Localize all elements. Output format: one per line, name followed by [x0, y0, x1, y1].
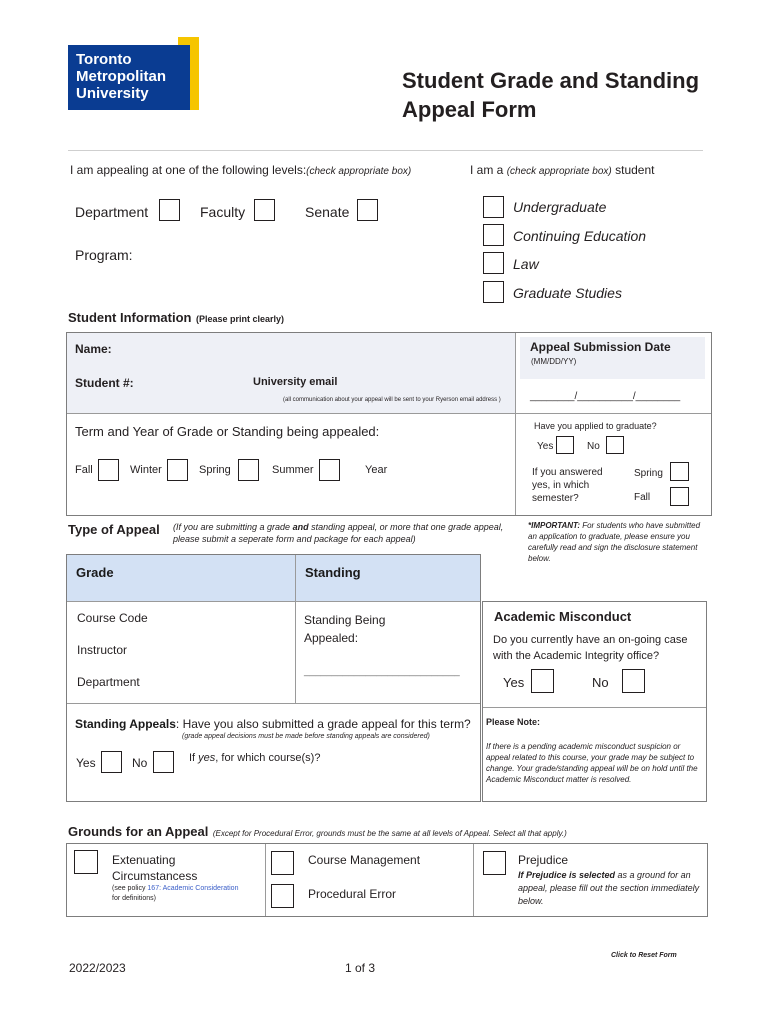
- graduate-spring-label: Spring: [634, 468, 663, 479]
- appeal-header-divider: [67, 601, 480, 602]
- graduate-question: Have you applied to graduate?: [534, 421, 657, 431]
- grounds-divider-1: [265, 844, 266, 916]
- winter-checkbox[interactable]: [167, 459, 188, 481]
- course-management-label: Course Management: [308, 853, 421, 867]
- date-blank: ________/__________/________: [530, 391, 681, 402]
- graduate-studies-checkbox[interactable]: [483, 281, 504, 303]
- important-text: For students who have submitted an application to graduate, please ensure you carefully read and sign the disclosure statement below.: [528, 521, 701, 563]
- policy-part-a: (see policy: [112, 885, 148, 892]
- misconduct-yes-checkbox[interactable]: [531, 669, 554, 693]
- standing-header: Standing: [305, 565, 361, 580]
- term-label: Term and Year of Grade or Standing being appealed:: [75, 424, 380, 439]
- misconduct-question: Do you currently have an on-going case with the Academic Integrity office?: [493, 634, 688, 662]
- if-answered-text: If you answered yes, in which semester?: [532, 467, 603, 504]
- reset-form-button[interactable]: Click to Reset Form: [611, 952, 677, 959]
- grounds-title: Grounds for an Appeal: [68, 824, 209, 839]
- standing-appeals-question: [75, 717, 471, 731]
- date-format: (MM/DD/YY): [531, 357, 577, 366]
- which-yes: yes: [198, 752, 216, 764]
- which-part-b: , for which course(s)?: [215, 752, 321, 764]
- faculty-checkbox[interactable]: [254, 199, 275, 221]
- standing-yes-label: Yes: [76, 756, 96, 770]
- course-management-checkbox[interactable]: [271, 851, 294, 875]
- procedural-error-label: Procedural Error: [308, 887, 397, 901]
- continuing-education-checkbox[interactable]: [483, 224, 504, 246]
- standing-appeals-text: : Have you also submitted a grade appeal for this term?: [175, 717, 471, 731]
- student-info-hint: (Please print clearly): [195, 314, 284, 324]
- student-number-label: Student #:: [75, 376, 134, 390]
- senate-checkbox[interactable]: [357, 199, 378, 221]
- appeal-row-divider: [67, 703, 480, 704]
- graduate-fall-label: Fall: [634, 492, 651, 503]
- which-courses: [189, 752, 320, 764]
- grounds-heading: [68, 823, 567, 841]
- department-field-label: Department: [77, 675, 140, 689]
- name-field[interactable]: [67, 333, 515, 371]
- procedural-error-checkbox[interactable]: [271, 884, 294, 908]
- standing-no-checkbox[interactable]: [153, 751, 174, 773]
- graduate-no-label: No: [587, 441, 600, 452]
- graduate-fall-checkbox[interactable]: [670, 487, 689, 506]
- name-label: Name:: [75, 342, 112, 356]
- policy-part-b: for definitions): [112, 895, 156, 902]
- graduate-yes-checkbox[interactable]: [556, 436, 574, 454]
- undergraduate-label: Undergraduate: [513, 199, 607, 215]
- levels-hint: (check appropriate box): [306, 166, 412, 177]
- appeal-mid-divider: [295, 555, 296, 703]
- year-label: Year: [365, 464, 388, 476]
- policy-reference: [112, 884, 238, 904]
- note-part-b: standing appeal, or more that one grade appeal, please submit a seperate form and package for each appeal): [173, 522, 504, 544]
- spring-label: Spring: [199, 464, 231, 476]
- faculty-label: Faculty: [200, 204, 246, 220]
- grade-header: Grade: [76, 565, 114, 580]
- continuing-education-label: Continuing Education: [513, 228, 647, 244]
- which-part-a: If: [189, 752, 199, 764]
- please-note-text: If there is a pending academic misconduct suspicion or appeal related to this course, your grade may be subject to change. Your grade/standing appeal will be on hold until the Academic Misconduct matter is resolved.: [486, 742, 698, 784]
- student-info-title: Student Information: [68, 310, 192, 325]
- prejudice-label: Prejudice: [518, 853, 569, 867]
- type-of-appeal-note: [173, 521, 518, 545]
- levels-prompt: [70, 163, 411, 177]
- important-note: [528, 520, 708, 564]
- spring-checkbox[interactable]: [238, 459, 259, 481]
- program-label: Program:: [75, 247, 133, 263]
- policy-link[interactable]: 167: Academic Consideration: [147, 885, 239, 892]
- misconduct-divider: [483, 707, 706, 708]
- type-of-appeal-heading: Type of Appeal: [68, 522, 160, 537]
- extenuating-label: Extenuating Circumstancess: [112, 853, 198, 883]
- fall-label: Fall: [75, 464, 93, 476]
- misconduct-no-label: No: [592, 675, 609, 690]
- misconduct-heading: Academic Misconduct: [494, 609, 632, 624]
- logo-text-2: Metropolitan: [76, 68, 166, 85]
- standing-being-label: Standing Being Appealed:: [304, 613, 386, 645]
- prejudice-note: [518, 869, 703, 908]
- student-type-prompt: [470, 163, 654, 177]
- course-code-label: Course Code: [77, 611, 148, 625]
- note-part-a: (If you are submitting a grade: [173, 522, 293, 532]
- email-note: (all communication about your appeal will be sent to your Ryerson email address ): [283, 397, 501, 403]
- graduate-yes-label: Yes: [537, 441, 554, 452]
- instructor-label: Instructor: [77, 643, 128, 657]
- note-and: and: [292, 522, 309, 532]
- graduate-studies-label: Graduate Studies: [513, 285, 622, 301]
- submission-date-label: Appeal Submission Date: [530, 340, 671, 354]
- logo-text-3: University: [76, 85, 149, 102]
- info-vertical-divider: [515, 333, 516, 515]
- university-email-label: University email: [253, 376, 338, 388]
- standing-note: (grade appeal decisions must be made before standing appeals are considered): [182, 733, 430, 740]
- graduate-spring-checkbox[interactable]: [670, 462, 689, 481]
- prejudice-note-text: as a ground for an appeal, please fill out the section immediately below.: [518, 870, 700, 906]
- important-label: *IMPORTANT:: [528, 521, 580, 530]
- misconduct-yes-label: Yes: [503, 675, 525, 690]
- student-type-hint: (check appropriate box): [506, 166, 612, 177]
- grounds-divider-2: [473, 844, 474, 916]
- standing-no-label: No: [132, 756, 148, 770]
- form-title-2: Appeal Form: [402, 97, 537, 122]
- levels-prompt-text: I am appealing at one of the following levels:: [70, 163, 307, 177]
- extenuating-checkbox[interactable]: [74, 850, 98, 874]
- senate-label: Senate: [305, 204, 350, 220]
- law-checkbox[interactable]: [483, 252, 504, 274]
- prejudice-note-bold: If Prejudice is selected: [518, 870, 616, 880]
- logo-text-1: Toronto: [76, 51, 132, 68]
- grade-header-bg: [67, 555, 480, 601]
- fall-checkbox[interactable]: [98, 459, 119, 481]
- title-divider: [68, 150, 703, 151]
- student-type-prompt-b: student: [615, 163, 655, 177]
- summer-checkbox[interactable]: [319, 459, 340, 481]
- grounds-note: (Except for Procedural Error, grounds must be the same at all levels of Appeal. Select all that apply.): [212, 829, 567, 838]
- undergraduate-checkbox[interactable]: [483, 196, 504, 218]
- misconduct-no-checkbox[interactable]: [622, 669, 645, 693]
- summer-label: Summer: [272, 464, 314, 476]
- graduate-no-checkbox[interactable]: [606, 436, 624, 454]
- student-info-heading: [68, 309, 284, 327]
- prejudice-checkbox[interactable]: [483, 851, 506, 875]
- department-checkbox[interactable]: [159, 199, 180, 221]
- standing-appeals-label: Standing Appeals: [75, 717, 176, 731]
- standing-yes-checkbox[interactable]: [101, 751, 122, 773]
- standing-line: ____________________________: [304, 666, 460, 677]
- form-title-1: Student Grade and Standing: [402, 68, 700, 93]
- info-row-divider: [67, 413, 711, 414]
- law-label: Law: [513, 256, 539, 272]
- page-number: 1 of 3: [345, 961, 376, 975]
- footer-year: 2022/2023: [69, 961, 126, 975]
- winter-label: Winter: [130, 464, 162, 476]
- department-label: Department: [75, 204, 149, 220]
- student-type-prompt-a: I am a: [470, 163, 504, 177]
- please-note-label: Please Note:: [486, 717, 541, 727]
